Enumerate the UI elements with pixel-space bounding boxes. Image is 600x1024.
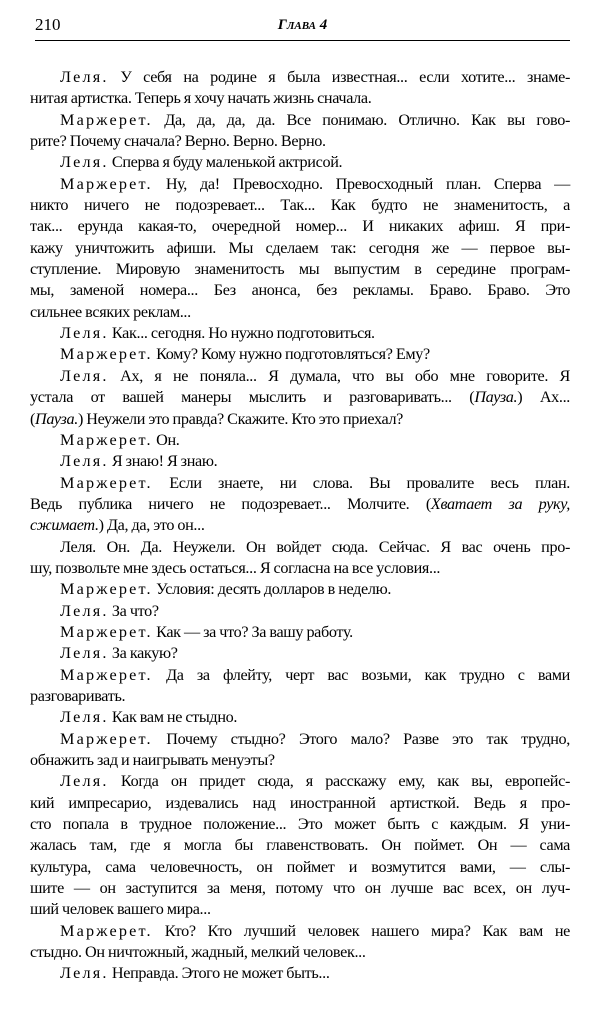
text-line (60, 430, 570, 451)
text-line (30, 387, 570, 408)
line-text: устала от вашей манеры мыслить и разговаривать... ( (30, 388, 475, 407)
text-line (30, 515, 570, 536)
line-text: стыдно. Он ничтожный, жадный, мелкий человек... (30, 943, 366, 962)
text-line (30, 238, 570, 259)
text-line (60, 110, 570, 131)
line-text: За что? (108, 601, 159, 620)
line-text: Как... сегодня. Но нужно подготовиться. (108, 324, 375, 343)
speaker-name: Леля. (60, 153, 109, 172)
line-text: Да за флейту, черт вас возьми, как трудно с вами (152, 665, 570, 684)
text-line (30, 857, 570, 878)
speaker-name: Маржерет. (60, 580, 153, 599)
speaker-name: Маржерет. (60, 430, 153, 449)
text-line (60, 622, 570, 643)
line-text: Ведь публика ничего не подозревает... Молчите. ( (30, 494, 431, 513)
line-text: Условия: десять долларов в неделю. (152, 580, 392, 599)
text-line (30, 899, 570, 920)
line-text: Ну, да! Превосходно. Превосходный план. Сперва — (152, 174, 570, 193)
line-text: Ах, я не поняла... Я думала, что вы обо мне говорите. Я (108, 366, 570, 385)
line-text-after: ) Ах... (517, 388, 570, 407)
line-text: Сперва я буду маленькой актрисой. (108, 153, 343, 172)
text-line (60, 729, 570, 750)
text-line (60, 707, 570, 728)
running-head: Глава 4 (277, 17, 328, 33)
line-text: нитая артистка. Теперь я хочу начать жизнь сначала. (30, 89, 372, 108)
text-line (60, 921, 570, 942)
page-number: 210 (35, 15, 61, 34)
speaker-name: Леля. (60, 708, 109, 727)
line-text: мы, заменой номера... Без анонса, без рекламы. Браво. Браво. Это (30, 281, 570, 300)
line-text-after: ) Неужели это правда? Скажите. Кто это приехал? (77, 409, 404, 428)
speaker-name: Маржерет. (60, 729, 153, 748)
text-line (60, 473, 570, 494)
text-line (60, 344, 570, 365)
text-line (30, 750, 570, 771)
line-text-after: ) Да, да, это он... (98, 516, 205, 535)
text-line (30, 409, 570, 430)
speaker-name: Маржерет. (60, 622, 153, 641)
line-text: Как вам не стыдно. (108, 708, 238, 727)
text-line (30, 878, 570, 899)
text-line (60, 174, 570, 195)
line-text: Я знаю! Я знаю. (108, 452, 218, 471)
text-line (60, 366, 570, 387)
line-text: ( (30, 409, 36, 428)
text-line (60, 771, 570, 792)
line-text: Как — за что? За вашу работу. (152, 622, 353, 641)
page-header (35, 14, 570, 40)
line-text: Кто? Кто лучший человек нашего мира? Как вам не (152, 921, 570, 940)
speaker-name: Маржерет. (60, 665, 153, 684)
text-line (30, 835, 570, 856)
text-line (30, 131, 570, 152)
line-text: жалась там, где я могла бы главенствовать. Он поймет. Он — сама (30, 836, 570, 855)
text-line (30, 942, 570, 963)
line-text: шу, позвольте мне здесь остаться... Я согласна на все условия... (30, 558, 441, 577)
speaker-name: Маржерет. (60, 345, 153, 364)
text-line (30, 195, 570, 216)
stage-direction: Пауза. (35, 409, 78, 428)
speaker-name: Леля. (60, 644, 109, 663)
text-line (30, 558, 570, 579)
speaker-name: Маржерет. (60, 110, 153, 129)
line-text: Кому? Кому нужно подготовляться? Ему? (152, 345, 430, 364)
text-line (60, 451, 570, 472)
line-text: Леля. Он. Да. Неужели. Он войдет сюда. Сейчас. Я вас очень про- (60, 537, 570, 556)
line-text: шите — он заступится за меня, потому что он лучше вас всех, он луч- (30, 879, 570, 898)
text-line (60, 537, 570, 558)
line-text: кий импресарио, издевались над иностранной артисткой. Ведь я про- (30, 793, 570, 812)
line-text: За какую? (108, 644, 178, 663)
line-text: Если знаете, ни слова. Вы провалите весь план. (152, 473, 570, 492)
text-line (60, 579, 570, 600)
speaker-name: Леля. (60, 366, 109, 385)
text-line (60, 963, 570, 984)
text-line (30, 494, 570, 515)
line-text: Неправда. Этого не может быть... (108, 964, 330, 983)
text-line (60, 601, 570, 622)
line-text: разговаривать. (30, 686, 126, 705)
text-line (60, 643, 570, 664)
speaker-name: Леля. (60, 452, 109, 471)
text-line (60, 152, 570, 173)
text-line (30, 302, 570, 323)
stage-direction: сжимает. (30, 516, 99, 535)
line-text: культура, сама человечность, он поймет и возмутится вами, — слы- (30, 857, 570, 876)
text-line (30, 259, 570, 280)
line-text: Он. (152, 430, 180, 449)
speaker-name: Леля. (60, 324, 109, 343)
text-line (30, 216, 570, 237)
line-text: сильнее всяких реклам... (30, 302, 191, 321)
text-line (30, 686, 570, 707)
stage-direction: Хватает за руку, (430, 494, 570, 513)
text-line (60, 323, 570, 344)
text-line (30, 280, 570, 301)
line-text: Когда он придет сюда, я расскажу ему, как вы, европейс- (108, 772, 570, 791)
line-text: ший человек вашего мира... (30, 900, 211, 919)
line-text: рите? Почему сначала? Верно. Верно. Верно. (30, 132, 326, 151)
speaker-name: Леля. (60, 772, 109, 791)
text-line (30, 793, 570, 814)
line-text: ступление. Мировую знаменитость мы выпустим в середине програм- (30, 260, 570, 279)
line-text: Да, да, да, да. Все понимаю. Отлично. Как вы гово- (152, 110, 570, 129)
text-line (60, 665, 570, 686)
speaker-name: Леля. (60, 601, 109, 620)
line-text: Почему стыдно? Этого мало? Разве это так трудно, (152, 729, 570, 748)
text-line (30, 814, 570, 835)
text-line (30, 88, 570, 109)
line-text: кажу уничтожить афиши. Мы сделаем так: сегодня же — первое вы- (30, 238, 570, 257)
line-text: обнажить зад и наигрывать менуэты? (30, 751, 275, 769)
speaker-name: Леля. (60, 68, 109, 86)
line-text: так... ерунда какая-то, очередной номер... И никаких афиш. Я при- (30, 217, 570, 236)
stage-direction: Пауза. (474, 388, 518, 407)
body-text (30, 67, 570, 985)
line-text: никто ничего не подозревает... Так... Как будто не знаменитость, а (30, 196, 570, 215)
line-text: сто попала в трудное положение... Это может быть с каждым. Я уни- (30, 815, 570, 834)
speaker-name: Маржерет. (60, 921, 153, 940)
speaker-name: Маржерет. (60, 473, 153, 492)
header-rule (35, 40, 570, 41)
speaker-name: Леля. (60, 964, 109, 983)
text-line (60, 67, 570, 88)
speaker-name: Маржерет. (60, 174, 153, 193)
line-text: У себя на родине я была известная... если хотите... знаме- (108, 68, 570, 86)
